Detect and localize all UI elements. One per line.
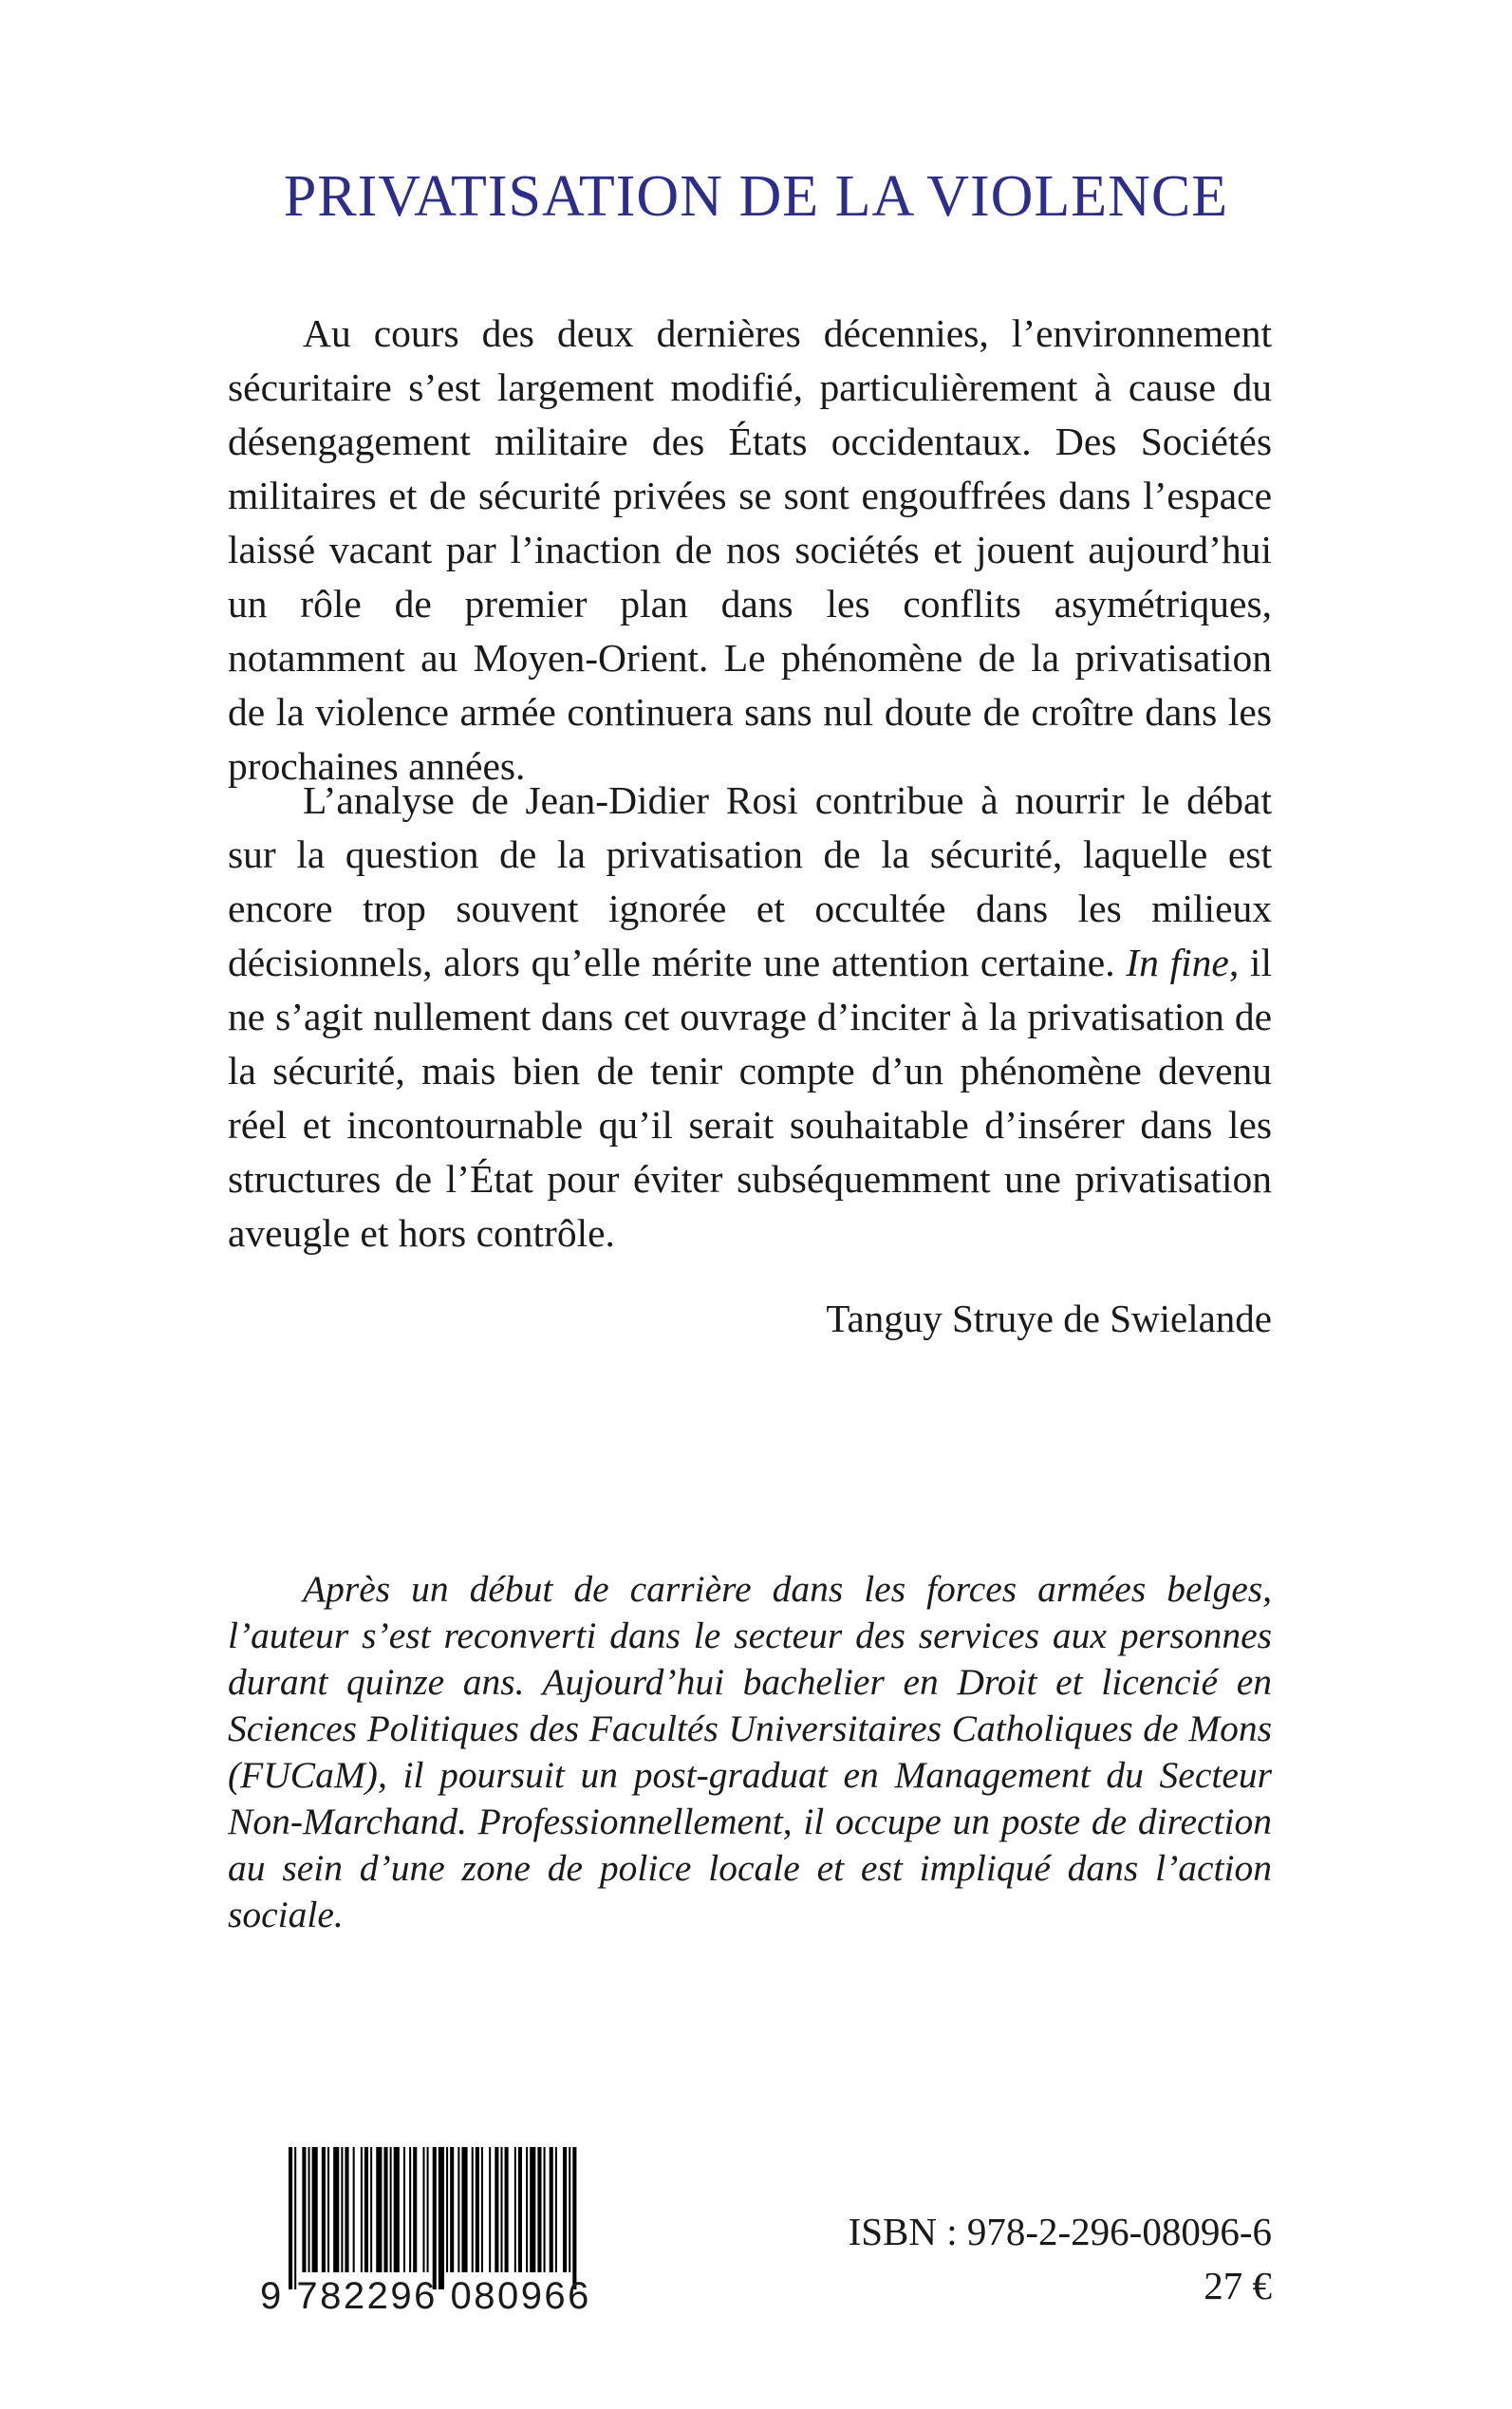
barcode-bar <box>526 2147 528 2272</box>
barcode-bar <box>376 2147 382 2272</box>
barcode-bar <box>481 2147 483 2272</box>
barcode-bar <box>308 2147 310 2272</box>
barcode-bar <box>530 2147 535 2272</box>
barcode-bar <box>500 2147 502 2272</box>
barcode-bar <box>327 2147 329 2272</box>
book-price: 27 € <box>1204 2264 1272 2307</box>
barcode-bar <box>505 2147 509 2272</box>
barcode-bar <box>518 2147 522 2272</box>
barcode-bar <box>476 2147 479 2272</box>
barcode-bar <box>353 2147 355 2272</box>
barcode-bar <box>345 2147 348 2272</box>
barcode-bar <box>409 2147 411 2272</box>
barcode-bars <box>260 2147 583 2289</box>
barcode-bar <box>302 2147 306 2272</box>
barcode-bar <box>394 2147 400 2272</box>
barcode-bar <box>312 2147 318 2272</box>
barcode-bar <box>403 2147 405 2272</box>
paragraph-2-text-before: L’analyse de Jean-Didier Rosi contribue à nourrir le débat sur la question de la privatisation de la sécurité, laquelle est encore trop souvent ignorée et occultée dans les milieux décisionnels, alors qu’elle mérite une attention certaine. <box>228 778 1272 984</box>
barcode-bar <box>472 2147 474 2272</box>
barcode-bar <box>294 2147 296 2289</box>
barcode-bar <box>364 2147 368 2272</box>
preface-author-signature: Tanguy Struye de Swielande <box>826 1297 1272 1340</box>
barcode-bar <box>427 2147 429 2272</box>
barcode-bar <box>514 2147 516 2272</box>
barcode-bar <box>439 2147 444 2289</box>
barcode-bar <box>457 2147 459 2272</box>
barcode-bar <box>333 2147 339 2272</box>
barcode-bar <box>383 2147 387 2272</box>
paragraph-2-italic-phrase: In fine <box>1126 941 1229 984</box>
barcode-bar <box>446 2147 448 2272</box>
barcode-bar <box>550 2147 553 2272</box>
barcode-bar <box>569 2147 570 2272</box>
barcode-bar <box>572 2147 576 2289</box>
barcode-bar <box>341 2147 343 2272</box>
barcode-bar <box>361 2147 363 2272</box>
barcode-bar <box>370 2147 372 2272</box>
barcode-bar <box>422 2147 424 2272</box>
barcode-bar <box>495 2147 498 2272</box>
isbn-number: ISBN : 978-2-296-08096-6 <box>848 2210 1272 2253</box>
barcode-bar <box>537 2147 541 2272</box>
barcode-bar <box>322 2147 326 2272</box>
summary-paragraph-2 <box>228 774 1272 1261</box>
author-biography: Après un début de carrière dans les forces armées belges, l’auteur s’est reconverti dans le secteur des services aux personnes durant quinze ans. Aujourd’hui bachelier en Droit et licencié en Sciences Politiques des Facultés Universitaires Catholiques de Mons (FUCaM), il poursuit un post-graduat en Management du Secteur Non-Marchand. Professionnellement, il occupe un poste de direction au sein d’une zone de police locale et est impliqué dans l’action sociale. <box>228 1568 1272 1935</box>
barcode-digits: 9 782296 080966 <box>260 2275 591 2317</box>
book-title: PRIVATISATION DE LA VIOLENCE <box>283 164 1229 229</box>
barcode-bar <box>413 2147 417 2272</box>
barcode-bar <box>544 2147 546 2272</box>
summary-paragraph-1: Au cours des deux dernières décennies, l’environnement sécuritaire s’est largement modifié, particulièrement à cause du désengagement militaire des États occidentaux. Des Sociétés militaires et de sécurité privées se sont engouffrées dans l’espace laissé vacant par l’inaction de nos sociétés et jouent aujourd’hui un rôle de premier plan dans les conflits asymétriques, notamment au Moyen-Orient. Le phénomène de la privatisation de la violence armée continuera sans nul doute de croître dans les prochaines années. <box>228 311 1272 788</box>
paragraph-2-text-after: , il ne s’agit nullement dans cet ouvrage d’inciter à la privatisation de la sécurité, mais bien de tenir compte d’un phénomène devenu réel et incontournable qu’il serait souhaitable d’insérer dans les structures de l’État pour éviter subséquemment une privatisation aveugle et hors contrôle. <box>228 941 1272 1255</box>
barcode-bar <box>489 2147 491 2272</box>
barcode-bar <box>390 2147 392 2272</box>
barcode-bar <box>563 2147 567 2272</box>
isbn-barcode <box>260 2147 591 2324</box>
barcode-bar <box>461 2147 467 2272</box>
barcode-bar <box>450 2147 454 2272</box>
barcode-bar <box>555 2147 557 2272</box>
barcode-bar <box>433 2147 437 2289</box>
barcode-bar <box>289 2147 292 2289</box>
